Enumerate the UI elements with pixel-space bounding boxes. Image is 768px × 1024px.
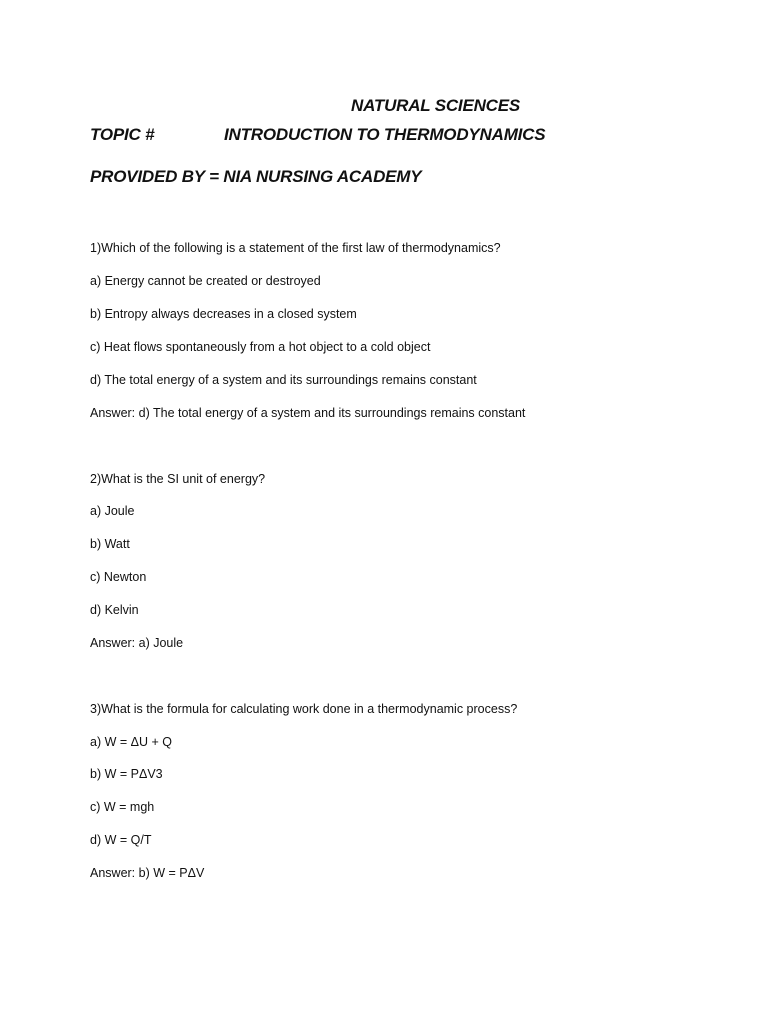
question-3-option-b: b) W = PΔV3 (90, 767, 163, 781)
question-3-option-c: c) W = mgh (90, 800, 155, 814)
question-2-option-b: b) Watt (90, 537, 130, 551)
provided-by-heading: PROVIDED BY = NIA NURSING ACADEMY (90, 167, 422, 186)
question-1-text: 1)Which of the following is a statement of the first law of thermodynamics? (90, 241, 501, 255)
question-2-option-d: d) Kelvin (90, 603, 139, 617)
question-2-option-a: a) Joule (90, 504, 135, 518)
question-3-answer: Answer: b) W = PΔV (90, 866, 205, 880)
question-2-text: 2)What is the SI unit of energy? (90, 472, 266, 486)
question-2-answer: Answer: a) Joule (90, 636, 184, 650)
question-1-option-d: d) The total energy of a system and its surroundings remains constant (90, 373, 477, 387)
question-1-option-b: b) Entropy always decreases in a closed system (90, 307, 357, 321)
topic-label: TOPIC # (90, 125, 155, 144)
subject-heading: NATURAL SCIENCES (351, 96, 521, 115)
question-1-option-c: c) Heat flows spontaneously from a hot object to a cold object (90, 340, 431, 354)
question-3-option-a: a) W = ΔU + Q (90, 735, 172, 749)
question-3-option-d: d) W = Q/T (90, 833, 152, 847)
question-3-text: 3)What is the formula for calculating work done in a thermodynamic process? (90, 702, 518, 716)
question-1-answer: Answer: d) The total energy of a system and its surroundings remains constant (90, 406, 526, 420)
topic-title: INTRODUCTION TO THERMODYNAMICS (224, 125, 546, 144)
question-1-option-a: a) Energy cannot be created or destroyed (90, 274, 321, 288)
question-2-option-c: c) Newton (90, 570, 147, 584)
